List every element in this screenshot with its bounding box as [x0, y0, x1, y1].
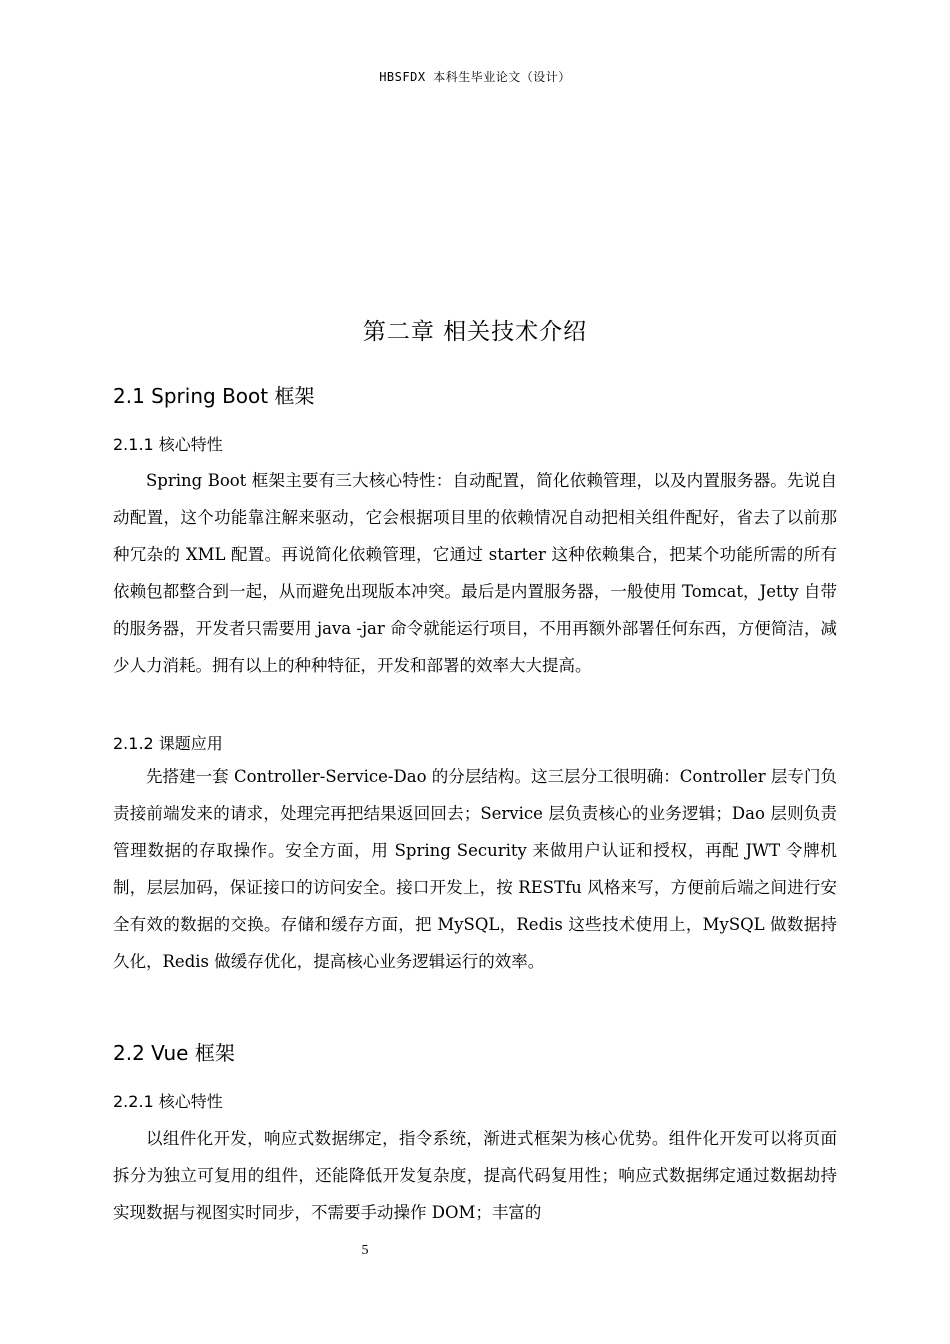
- paragraph-2-1-2: 先搭建一套 Controller-Service-Dao 的分层结构。这三层分工很明确：Controller 层专门负责接前端发来的请求，处理完再把结果返回回去；Service 层负责核心的业务逻辑；Dao 层则负责管理数据的存取操作。安全方面，用 Spring Security 来做用户认证和授权，再配 JWT 令牌机制，层层加码，保证接口的访问安全。接口开发上，按 RESTfu 风格来写，方便前后端之间进行安全有效的数据的交换。存储和缓存方面，把 MySQL，Redis 这些技术使用上，MySQL 做数据持久化，Redis 做缓存优化，提高核心业务逻辑运行的效率。: [113, 767, 837, 971]
- paragraph-2-2-1: 以组件化开发，响应式数据绑定，指令系统，渐进式框架为核心优势。组件化开发可以将页面拆分为独立可复用的组件，还能降低开发复杂度，提高代码复用性；响应式数据绑定通过数据劫持实现数据与视图实时同步，不需要手动操作 DOM；丰富的: [113, 1129, 837, 1222]
- section-heading-2-1: 2.1 Spring Boot 框架: [113, 384, 315, 408]
- paragraph-2-1-1: Spring Boot 框架主要有三大核心特性：自动配置，简化依赖管理，以及内置服务器。先说自动配置，这个功能靠注解来驱动，它会根据项目里的依赖情况自动把相关组件配好，省去了以前那种冗杂的 XML 配置。再说简化依赖管理，它通过 starter 这种依赖集合，把某个功能所需的所有依赖包都整合到一起，从而避免出现版本冲突。最后是内置服务器，一般使用 Tomcat，Jetty 自带的服务器，开发者只需要用 java -jar 命令就能运行项目，不用再额外部署任何东西，方便简洁，减少人力消耗。拥有以上的种种特征，开发和部署的效率大大提高。: [113, 471, 837, 675]
- subsection-heading-2-2-1: 2.2.1 核心特性: [113, 1092, 223, 1111]
- section-heading-2-2: 2.2 Vue 框架: [113, 1041, 235, 1065]
- page-number: 5: [361, 1243, 369, 1258]
- subsection-heading-2-1-1: 2.1.1 核心特性: [113, 435, 223, 454]
- chapter-title: 第二章 相关技术介绍: [362, 319, 588, 345]
- running-header: HBSFDX 本科生毕业论文（设计）: [379, 70, 571, 84]
- subsection-heading-2-1-2: 2.1.2 课题应用: [113, 734, 223, 753]
